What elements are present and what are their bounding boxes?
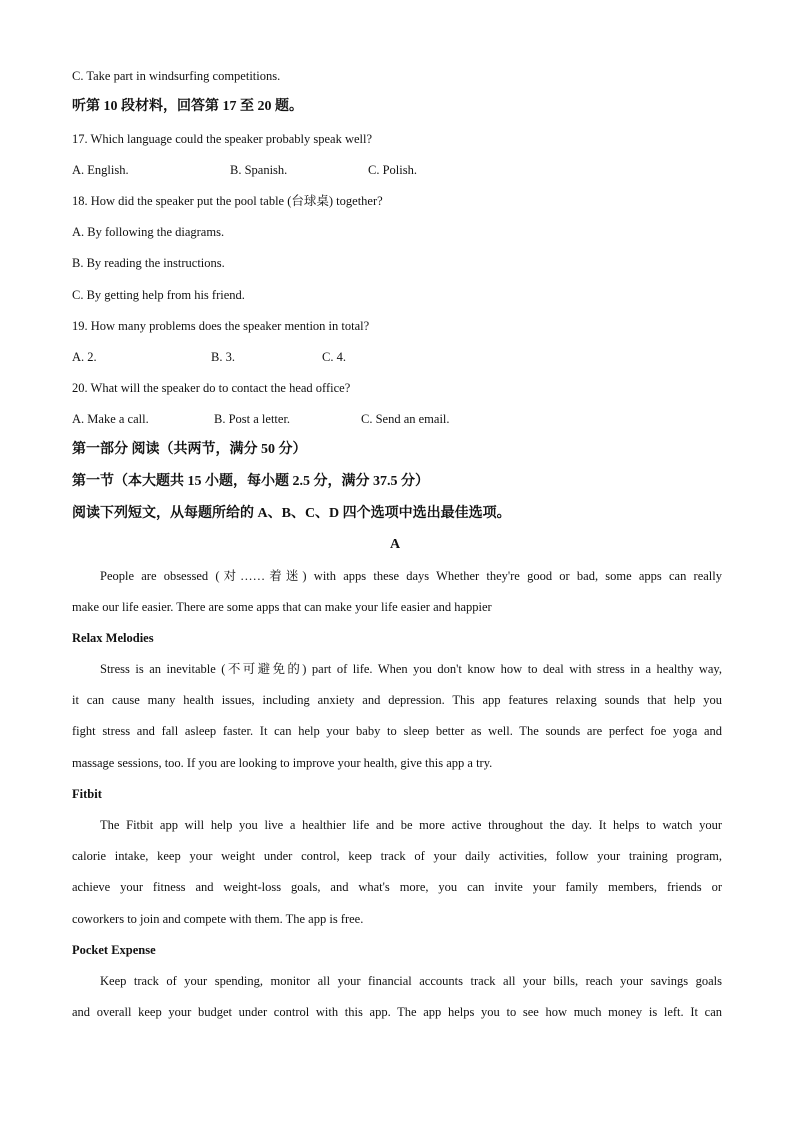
q20-stem: 20. What will the speaker do to contact the head office? — [72, 381, 351, 395]
q17-option-b: B. Spanish. — [230, 163, 288, 177]
q17-options — [72, 162, 417, 178]
q19-option-b: B. 3. — [211, 350, 235, 364]
instructions: 阅读下列短文，从每题所给的 A、B、C、D 四个选项中选出最佳选项。 — [72, 506, 511, 521]
relax-melodies-title: Relax Melodies — [72, 631, 154, 645]
relax-line-3: fight stress and fall asleep faster. It can help your baby to sleep better as well. The sounds are perfect foe yoga and — [72, 724, 722, 738]
q18-option-c: C. By getting help from his friend. — [72, 288, 245, 302]
q20-option-b: B. Post a letter. — [214, 412, 291, 426]
q18-stem: 18. How did the speaker put the pool table (台球桌) together? — [72, 194, 383, 208]
intro-line-2: make our life easier. There are some apps that can make your life easier and happier — [72, 600, 492, 614]
fitbit-line-1: The Fitbit app will help you live a healthier life and be more active throughout the day. It helps to watch your — [100, 818, 722, 832]
fitbit-line-4: coworkers to join and compete with them. The app is free. — [72, 912, 364, 926]
section-heading: 第一节（本大题共 15 小题，每小题 2.5 分，满分 37.5 分） — [72, 474, 429, 489]
fitbit-line-2: calorie intake, keep your weight under control, keep track of your daily activities, follow your training program, — [72, 849, 722, 863]
q20-option-c: C. Send an email. — [361, 412, 450, 426]
pocket-expense-title: Pocket Expense — [72, 943, 156, 957]
pocket-line-1: Keep track of your spending, monitor all your financial accounts track all your bills, reach your savings goals — [100, 974, 722, 988]
passage-label: A — [390, 537, 401, 552]
relax-line-1: Stress is an inevitable (不可避免的) part of life. When you don't know how to deal with stress in a healthy way, — [100, 662, 722, 676]
q19-option-a: A. 2. — [72, 350, 97, 364]
q17-stem: 17. Which language could the speaker probably speak well? — [72, 132, 373, 146]
part-heading: 第一部分 阅读（共两节，满分 50 分） — [72, 442, 307, 457]
q18-option-a: A. By following the diagrams. — [72, 225, 225, 239]
q17-option-a: A. English. — [72, 163, 129, 177]
relax-line-4: massage sessions, too. If you are looking to improve your health, give this app a try. — [72, 756, 493, 770]
relax-line-2: it can cause many health issues, including anxiety and depression. This app features relaxing sounds that help you — [72, 693, 722, 707]
q18-option-b: B. By reading the instructions. — [72, 256, 225, 270]
intro-line-1: People are obsessed (对……着迷) with apps these days Whether they're good or bad, some apps can really — [100, 569, 722, 583]
q20-option-a: A. Make a call. — [72, 412, 149, 426]
pocket-line-2: and overall keep your budget under control with this app. The app helps you to see how much money is left. It can — [72, 1005, 722, 1019]
fitbit-title: Fitbit — [72, 787, 102, 801]
q19-stem: 19. How many problems does the speaker mention in total? — [72, 319, 370, 333]
q17-option-c: C. Polish. — [368, 163, 417, 177]
q16-option-c: C. Take part in windsurfing competitions. — [72, 69, 281, 83]
q19-option-c: C. 4. — [322, 350, 346, 364]
q20-options — [72, 411, 450, 427]
section10-heading: 听第 10 段材料，回答第 17 至 20 题。 — [72, 99, 303, 114]
q19-options — [72, 349, 346, 365]
fitbit-line-3: achieve your fitness and weight-loss goals, and what's more, you can invite your family members, friends or — [72, 880, 722, 894]
